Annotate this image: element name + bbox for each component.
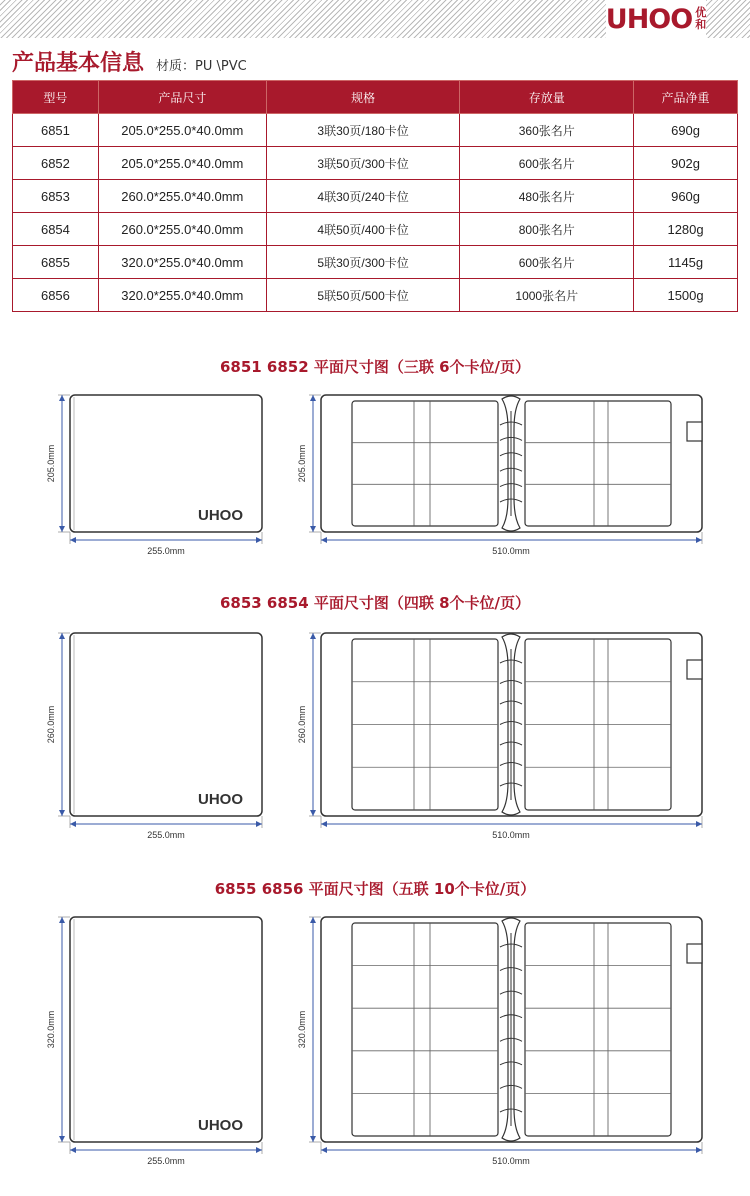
cell-weight: 1280g <box>634 213 738 246</box>
cell-size: 320.0*255.0*40.0mm <box>98 246 266 279</box>
dimension-diagram-3 <box>0 902 750 1174</box>
table-row <box>13 147 738 180</box>
height-dim-line-arrow-bottom <box>59 526 65 532</box>
cell-model: 6852 <box>13 147 99 180</box>
height-dim-line-arrow-top <box>59 395 65 401</box>
left-page <box>352 401 498 526</box>
open-height-dim-line-arrow-top <box>310 917 316 923</box>
width-label: 255.0mm <box>147 546 185 556</box>
cell-size: 260.0*255.0*40.0mm <box>98 180 266 213</box>
cell-capacity: 1000张名片 <box>460 279 634 312</box>
cell-model: 6853 <box>13 180 99 213</box>
width-dim-line-arrow-left <box>70 537 76 543</box>
cell-weight: 1500g <box>634 279 738 312</box>
cell-spec: 4联30页/240卡位 <box>266 180 460 213</box>
height-label: 260.0mm <box>46 705 56 744</box>
open-height-label: 205.0mm <box>297 444 307 483</box>
col-header-size: 产品尺寸 <box>98 81 266 114</box>
cell-size: 205.0*255.0*40.0mm <box>98 147 266 180</box>
open-width-label: 510.0mm <box>492 546 530 556</box>
table-header-row <box>13 81 738 114</box>
cover-logo: UHOO <box>198 1117 243 1134</box>
top-banner <box>0 0 750 38</box>
cell-capacity: 600张名片 <box>460 246 634 279</box>
open-width-label: 510.0mm <box>492 1156 530 1166</box>
page-title: 产品基本信息 <box>12 51 145 76</box>
clasp-tab <box>687 660 702 679</box>
table-row <box>13 213 738 246</box>
height-dim-line-arrow-bottom <box>59 810 65 816</box>
width-label: 255.0mm <box>147 1156 185 1166</box>
table-row <box>13 279 738 312</box>
open-width-dim-line-arrow-right <box>696 1147 702 1153</box>
right-page <box>525 923 671 1136</box>
height-label: 205.0mm <box>46 444 56 483</box>
dimension-diagram-2 <box>0 618 750 843</box>
open-width-dim-line-arrow-left <box>321 821 327 827</box>
table-row <box>13 114 738 147</box>
cell-capacity: 360张名片 <box>460 114 634 147</box>
cell-spec: 3联50页/300卡位 <box>266 147 460 180</box>
clasp-tab <box>687 422 702 441</box>
cell-spec: 5联30页/300卡位 <box>266 246 460 279</box>
height-dim-line-arrow-top <box>59 917 65 923</box>
cell-weight: 690g <box>634 114 738 147</box>
open-height-dim-line-arrow-top <box>310 633 316 639</box>
open-width-label: 510.0mm <box>492 830 530 840</box>
width-dim-line-arrow-right <box>256 537 262 543</box>
logo-cn: 优 和 <box>695 6 707 31</box>
cell-capacity: 600张名片 <box>460 147 634 180</box>
width-dim-line-arrow-right <box>256 821 262 827</box>
col-header-weight: 产品净重 <box>634 81 738 114</box>
cover-logo: UHOO <box>198 507 243 524</box>
section-title-2: 6853 6854 平面尺寸图（四联 8个卡位/页） <box>219 594 531 612</box>
clasp-tab <box>687 944 702 963</box>
col-header-spec: 规格 <box>266 81 460 114</box>
open-width-dim-line-arrow-left <box>321 537 327 543</box>
cell-model: 6855 <box>13 246 99 279</box>
open-height-dim-line-arrow-top <box>310 395 316 401</box>
col-header-capacity: 存放量 <box>460 81 634 114</box>
cell-model: 6854 <box>13 213 99 246</box>
cell-size: 205.0*255.0*40.0mm <box>98 114 266 147</box>
section-title-1: 6851 6852 平面尺寸图（三联 6个卡位/页） <box>219 358 531 376</box>
cell-capacity: 480张名片 <box>460 180 634 213</box>
dimension-diagram-1 <box>0 380 750 570</box>
cell-size: 260.0*255.0*40.0mm <box>98 213 266 246</box>
cell-capacity: 800张名片 <box>460 213 634 246</box>
logo-text: UHOO <box>605 3 693 35</box>
cell-spec: 3联30页/180卡位 <box>266 114 460 147</box>
open-height-label: 260.0mm <box>297 705 307 744</box>
width-label: 255.0mm <box>147 830 185 840</box>
brand-logo <box>606 0 706 38</box>
closed-cover <box>70 633 262 816</box>
height-dim-line-arrow-bottom <box>59 1136 65 1142</box>
open-width-dim-line-arrow-left <box>321 1147 327 1153</box>
col-header-model: 型号 <box>13 81 99 114</box>
cell-spec: 5联50页/500卡位 <box>266 279 460 312</box>
spec-table <box>12 80 738 312</box>
open-width-dim-line-arrow-right <box>696 537 702 543</box>
cell-model: 6856 <box>13 279 99 312</box>
height-label: 320.0mm <box>46 1010 56 1049</box>
open-height-dim-line-arrow-bottom <box>310 526 316 532</box>
cell-weight: 902g <box>634 147 738 180</box>
cell-size: 320.0*255.0*40.0mm <box>98 279 266 312</box>
material-label: 材质：PU \PVC <box>156 59 247 74</box>
cover-logo: UHOO <box>198 791 243 808</box>
cell-spec: 4联50页/400卡位 <box>266 213 460 246</box>
cell-weight: 1145g <box>634 246 738 279</box>
open-height-dim-line-arrow-bottom <box>310 1136 316 1142</box>
open-height-label: 320.0mm <box>297 1010 307 1049</box>
cell-model: 6851 <box>13 114 99 147</box>
left-page <box>352 923 498 1136</box>
width-dim-line-arrow-right <box>256 1147 262 1153</box>
title-row <box>12 46 247 77</box>
height-dim-line-arrow-top <box>59 633 65 639</box>
width-dim-line-arrow-left <box>70 1147 76 1153</box>
open-width-dim-line-arrow-right <box>696 821 702 827</box>
closed-cover <box>70 917 262 1142</box>
cell-weight: 960g <box>634 180 738 213</box>
section-title-3: 6855 6856 平面尺寸图（五联 10个卡位/页） <box>214 880 536 898</box>
width-dim-line-arrow-left <box>70 821 76 827</box>
right-page <box>525 401 671 526</box>
table-row <box>13 180 738 213</box>
open-height-dim-line-arrow-bottom <box>310 810 316 816</box>
table-row <box>13 246 738 279</box>
